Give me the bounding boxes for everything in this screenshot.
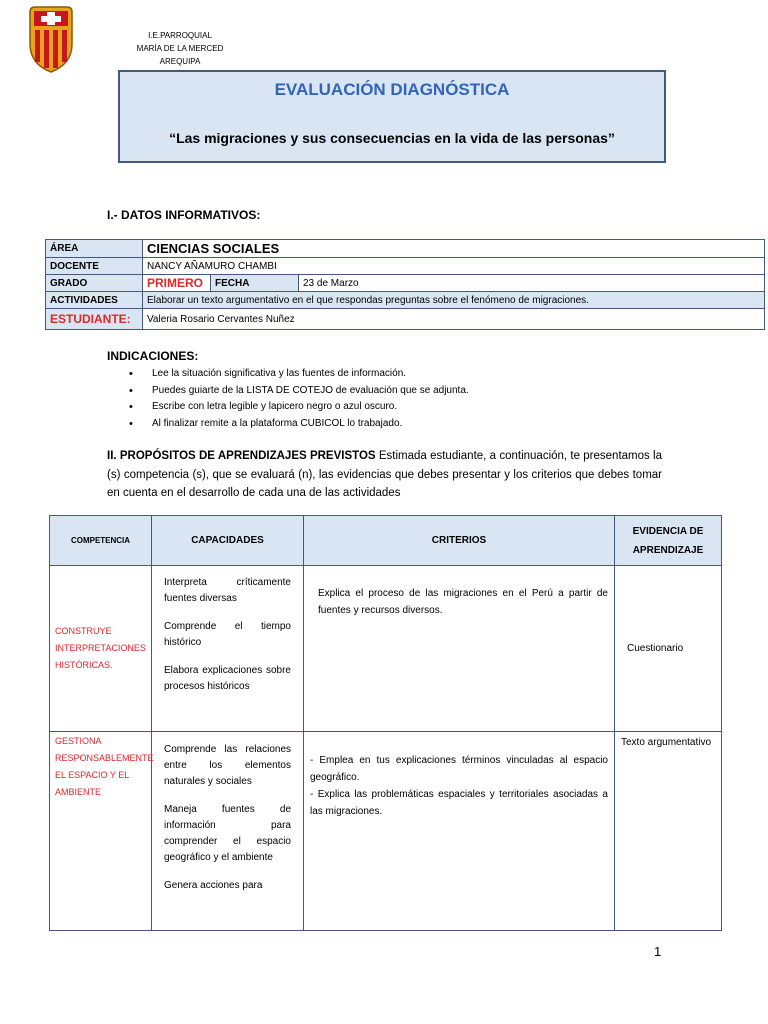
header-capacidades: CAPACIDADES xyxy=(152,516,304,566)
criterio-item: - Explica las problemáticas espaciales y territoriales asociadas a las migraciones. xyxy=(310,789,608,817)
estudiante-value: Valeria Rosario Cervantes Nuñez xyxy=(143,309,765,330)
school-line-3: AREQUIPA xyxy=(159,57,201,66)
info-row-docente xyxy=(46,258,765,275)
criterios-cell xyxy=(304,732,615,931)
estudiante-label: ESTUDIANTE: xyxy=(46,309,143,330)
capacidad-item: Elabora explicaciones sobre procesos históricos xyxy=(164,665,291,692)
capacidad-item: Interpreta críticamente fuentes diversas xyxy=(164,577,291,604)
document-subtitle: “Las migraciones y sus consecuencias en la vida de las personas” xyxy=(169,130,615,146)
criterios-cell xyxy=(304,566,615,732)
document-title: EVALUACIÓN DIAGNÓSTICA xyxy=(274,80,510,99)
capacidades-cell xyxy=(152,732,304,931)
school-crest-logo xyxy=(26,4,76,74)
section-2-paragraph xyxy=(107,447,662,503)
header-competencia: COMPETENCIA xyxy=(50,516,152,566)
info-row-actividades xyxy=(46,292,765,309)
list-item: • Puedes guiarte de la LISTA DE COTEJO de evaluación que se adjunta. xyxy=(129,383,469,400)
capacidades-cell xyxy=(152,566,304,732)
indicaciones-heading: INDICACIONES: xyxy=(107,349,199,363)
page-number: 1 xyxy=(654,944,662,959)
section-1-heading: I.- DATOS INFORMATIVOS: xyxy=(107,208,261,222)
competencias-table xyxy=(49,515,722,931)
header-criterios: CRITERIOS xyxy=(304,516,615,566)
area-label: ÁREA xyxy=(46,240,143,258)
evidencia-cell xyxy=(615,732,722,931)
school-name xyxy=(120,29,240,68)
school-line-1: I.E.PARROQUIAL xyxy=(148,31,212,40)
criterio-item: - Emplea en tus explicaciones términos vinculadas al espacio geográfico. xyxy=(310,755,608,783)
list-item: • Escribe con letra legible y lapicero negro o azul oscuro. xyxy=(129,399,469,416)
capacidad-item: Comprende el tiempo histórico xyxy=(164,621,291,648)
area-value: CIENCIAS SOCIALES xyxy=(143,240,765,258)
competencia-cell xyxy=(50,732,152,931)
capacidad-item: Maneja fuentes de información para comprender el espacio geográfico y el ambiente xyxy=(164,804,291,863)
competencia-name: CONSTRUYE INTERPRETACIONES HISTÓRICAS. xyxy=(55,626,146,670)
header-evidencia: EVIDENCIA DE APRENDIZAJE xyxy=(615,516,722,566)
indicaciones-list xyxy=(129,366,469,432)
table-row xyxy=(50,732,722,931)
grado-value: PRIMERO xyxy=(143,275,211,292)
fecha-label: FECHA xyxy=(211,275,299,292)
table-header-row xyxy=(50,516,722,566)
list-item: • Al finalizar remite a la plataforma CUBICOL lo trabajado. xyxy=(129,416,469,433)
docente-label: DOCENTE xyxy=(46,258,143,275)
school-line-2: MARÍA DE LA MERCED xyxy=(136,44,224,53)
evidencia-value: Cuestionario xyxy=(627,642,684,654)
grado-label: GRADO xyxy=(46,275,143,292)
info-table xyxy=(45,239,765,330)
capacidad-item: Comprende las relaciones entre los elementos naturales y sociales xyxy=(164,744,291,787)
evidencia-cell xyxy=(615,566,722,732)
list-item: • Lee la situación significativa y las fuentes de información. xyxy=(129,366,469,383)
competencia-name: GESTIONA RESPONSABLEMENTE EL ESPACIO Y EL AMBIENTE xyxy=(55,736,154,797)
info-row-area xyxy=(46,240,765,258)
actividades-label: ACTIVIDADES xyxy=(46,292,143,309)
section-2-text: Estimada estudiante, a continuación, te presentamos la (s) competencia (s), que se evaluará (n), las evidencias que debes presentar y los criterios que debes tomar en cuenta en el desarrollo de cada una de las actividades xyxy=(107,450,662,500)
evidencia-value: Texto argumentativo xyxy=(621,737,712,748)
title-box xyxy=(118,70,666,163)
capacidad-item: Genera acciones para xyxy=(164,880,263,891)
info-row-grado xyxy=(46,275,765,292)
fecha-value: 23 de Marzo xyxy=(299,275,765,292)
actividades-value: Elaborar un texto argumentativo en el que respondas preguntas sobre el fenómeno de migraciones. xyxy=(143,292,765,309)
section-2-heading: II. PROPÓSITOS DE APRENDIZAJES PREVISTOS xyxy=(107,450,376,462)
info-row-estudiante xyxy=(46,309,765,330)
criterio-item: Explica el proceso de las migraciones en el Perú a partir de fuentes y recursos diversos. xyxy=(318,588,608,616)
competencia-cell xyxy=(50,566,152,732)
table-row xyxy=(50,566,722,732)
docente-value: NANCY AÑAMURO CHAMBI xyxy=(143,258,765,275)
